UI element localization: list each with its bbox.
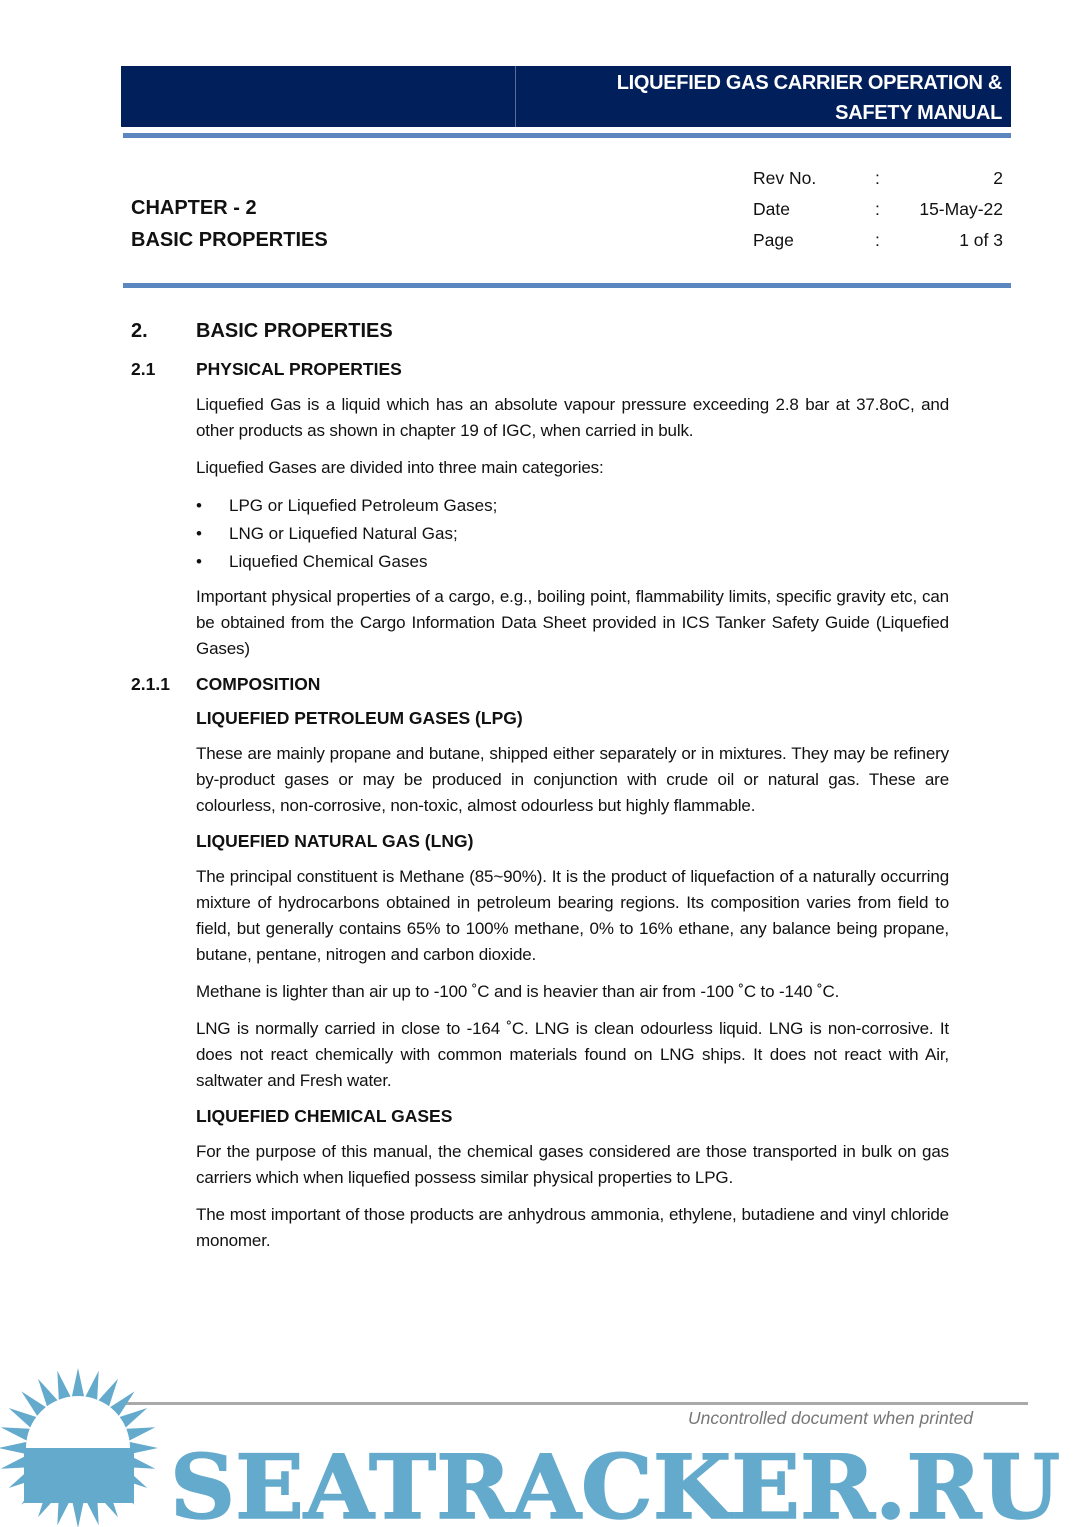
paragraph: LNG is normally carried in close to -164 ˚C. LNG is clean odourless liquid. LNG is non-corrosive. It does not react chemically with common materials found on LNG ships. It does not react with Air, saltwater and Fresh water. <box>196 1019 949 1090</box>
paragraph: The principal constituent is Methane (85~90%). It is the product of liquefaction of a naturally occurring mixture of hydrocarbons obtained in petroleum bearing regions. Its composition varies from field to field, but generally contains 65% to 100% methane, 0% to 16% ethane, any balance being propane, butane, pentane, nitrogen and carbon dioxide. <box>196 867 949 964</box>
bullet-text: LNG or Liquefied Natural Gas; <box>229 524 458 543</box>
meta-sep: : <box>875 230 880 250</box>
meta-label: Date <box>753 199 790 219</box>
heading-lng: LIQUEFIED NATURAL GAS (LNG) <box>196 831 474 851</box>
bullet-text: LPG or Liquefied Petroleum Gases; <box>229 496 498 515</box>
meta-value: 2 <box>993 168 1003 188</box>
meta-date <box>753 199 1003 220</box>
paragraph: Liquefied Gas is a liquid which has an absolute vapour pressure exceeding 2.8 bar at 37.8oC, and other products as shown in chapter 19 of IGC, when carried in bulk. <box>196 395 949 440</box>
bullet-item: • Liquefied Chemical Gases <box>196 552 428 571</box>
chapter-title: BASIC PROPERTIES <box>131 229 328 251</box>
subsection-number: 2.1.1 <box>131 674 170 694</box>
meta-label: Rev No. <box>753 168 817 188</box>
section-heading <box>131 319 949 343</box>
subsection-heading <box>131 673 949 695</box>
paragraph: These are mainly propane and butane, shipped either separately or in mixtures. They may be refinery by-product gases or may be produced in conjunction with crude oil or natural gas. These are colourless, non-corrosive, non-toxic, almost odourless but highly flammable. <box>196 744 949 815</box>
sun-logo-icon <box>0 1368 158 1527</box>
subsection-number: 2.1 <box>131 359 156 379</box>
manual-title <box>617 68 1002 128</box>
section-title: BASIC PROPERTIES <box>196 320 393 342</box>
document-body <box>131 319 949 1265</box>
title-line-2: SAFETY MANUAL <box>835 102 1002 124</box>
paragraph: The most important of those products are anhydrous ammonia, ethylene, butadiene and vinyl chloride monomer. <box>196 1205 949 1250</box>
paragraph: Liquefied Gases are divided into three main categories: <box>196 458 604 477</box>
paragraph: Important physical properties of a cargo, e.g., boiling point, flammability limits, specific gravity etc, can be obtained from the Cargo Information Data Sheet provided in ICS Tanker Safety Guide (Liquefied Gases) <box>196 587 949 658</box>
subsection-title: COMPOSITION <box>196 674 321 694</box>
meta-label: Page <box>753 230 794 250</box>
seatracker-watermark <box>0 1368 1080 1527</box>
paragraph: For the purpose of this manual, the chemical gases considered are those transported in bulk on gas carriers which when liquefied possess similar physical properties to LPG. <box>196 1142 949 1187</box>
bullet-item: • LNG or Liquefied Natural Gas; <box>196 524 458 543</box>
bullet-text: Liquefied Chemical Gases <box>229 552 428 571</box>
meta-value: 1 of 3 <box>959 230 1003 250</box>
heading-lpg: LIQUEFIED PETROLEUM GASES (LPG) <box>196 708 523 728</box>
bullet-list <box>131 492 949 576</box>
subsection-title: PHYSICAL PROPERTIES <box>196 359 402 379</box>
watermark-text: SEATRACKER.RU <box>170 1435 1060 1527</box>
meta-value: 15-May-22 <box>919 199 1003 219</box>
meta-sep: : <box>875 199 880 219</box>
meta-page <box>753 230 1003 251</box>
header-divider <box>515 66 516 127</box>
header-banner <box>121 66 1011 127</box>
meta-rev <box>753 168 1003 189</box>
paragraph: Methane is lighter than air up to -100 ˚C and is heavier than air from -100 ˚C to -140 ˚C. <box>196 982 840 1001</box>
title-line-1: LIQUEFIED GAS CARRIER OPERATION & <box>616 72 1002 94</box>
header-bottom-rule <box>123 283 1011 288</box>
heading-lcg: LIQUEFIED CHEMICAL GASES <box>196 1106 453 1126</box>
subsection-heading <box>131 358 949 380</box>
footer-note: Uncontrolled document when printed <box>688 1408 974 1428</box>
bullet-item: • LPG or Liquefied Petroleum Gases; <box>196 496 498 515</box>
chapter-number: CHAPTER - 2 <box>131 197 257 219</box>
meta-sep: : <box>875 168 880 188</box>
header-rule <box>123 133 1011 138</box>
section-number: 2. <box>131 320 148 342</box>
